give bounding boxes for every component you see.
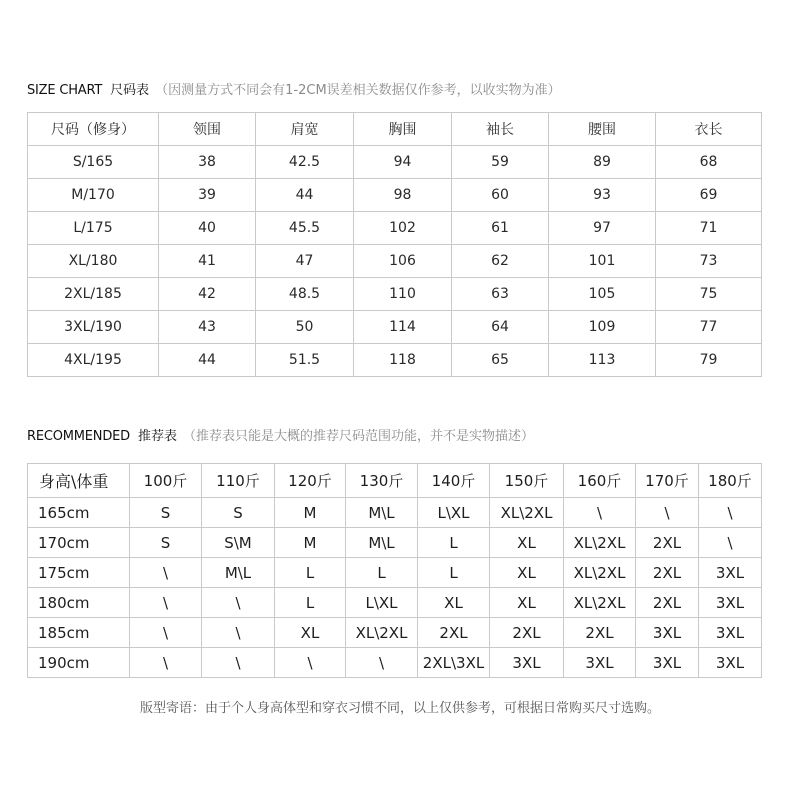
measurement-cell: 44	[256, 179, 354, 212]
weight-header-cell: 160斤	[564, 464, 636, 498]
measurement-cell: 41	[159, 245, 256, 278]
measurement-cell: 40	[159, 212, 256, 245]
size-chart-row	[28, 146, 762, 179]
fit-footnote: 版型寄语：由于个人身高体型和穿衣习惯不同，以上仅供参考，可根据日常购买尺寸选购。	[139, 701, 660, 716]
recommended-size-cell: XL\2XL	[564, 558, 636, 588]
size-chart-title-en: SIZE CHART	[27, 83, 103, 98]
measurement-cell: 47	[256, 245, 354, 278]
measurement-cell: 105	[549, 278, 656, 311]
height-label-cell: 190cm	[28, 648, 130, 678]
measurement-cell: 42	[159, 278, 256, 311]
recommended-size-cell: XL\2XL	[346, 618, 418, 648]
size-chart-title-zh: 尺码表	[110, 83, 150, 98]
recommended-row	[28, 528, 762, 558]
size-chart-row	[28, 278, 762, 311]
size-chart-row	[28, 344, 762, 377]
recommended-size-cell: M\L	[346, 528, 418, 558]
weight-header-cell: 150斤	[490, 464, 564, 498]
measurement-cell: 114	[354, 311, 452, 344]
recommended-size-cell: 3XL	[636, 618, 699, 648]
recommended-size-cell: L	[418, 528, 490, 558]
measurement-cell: 50	[256, 311, 354, 344]
measurement-cell: 45.5	[256, 212, 354, 245]
measurement-cell: 59	[452, 146, 549, 179]
recommended-title-zh: 推荐表	[137, 429, 177, 444]
recommended-size-cell: \	[346, 648, 418, 678]
height-label-cell: 185cm	[28, 618, 130, 648]
measurement-cell: 43	[159, 311, 256, 344]
recommended-size-cell: L	[275, 558, 346, 588]
height-weight-corner-cell: 身高\体重	[28, 464, 130, 498]
measurement-cell: 94	[354, 146, 452, 179]
recommended-row	[28, 498, 762, 528]
recommended-size-cell: S	[130, 528, 202, 558]
recommended-size-cell: 3XL	[636, 648, 699, 678]
recommended-size-cell: \	[564, 498, 636, 528]
measurement-cell: 113	[549, 344, 656, 377]
weight-header-cell: 110斤	[202, 464, 275, 498]
measurement-cell: 110	[354, 278, 452, 311]
weight-header-cell: 100斤	[130, 464, 202, 498]
height-label-cell: 165cm	[28, 498, 130, 528]
measurement-cell: 44	[159, 344, 256, 377]
measurement-cell: 42.5	[256, 146, 354, 179]
size-chart-header-cell: 领围	[159, 113, 256, 146]
weight-header-cell: 170斤	[636, 464, 699, 498]
recommended-size-cell: S	[202, 498, 275, 528]
measurement-cell: 69	[656, 179, 762, 212]
size-chart-row	[28, 212, 762, 245]
measurement-cell: 62	[452, 245, 549, 278]
size-label-cell: L/175	[28, 212, 159, 245]
size-chart-header-cell: 胸围	[354, 113, 452, 146]
measurement-cell: 89	[549, 146, 656, 179]
size-chart-header-row	[28, 113, 762, 146]
measurement-cell: 79	[656, 344, 762, 377]
recommended-size-cell: XL\2XL	[564, 528, 636, 558]
recommended-size-cell: XL	[490, 558, 564, 588]
measurement-cell: 102	[354, 212, 452, 245]
measurement-cell: 64	[452, 311, 549, 344]
measurement-cell: 75	[656, 278, 762, 311]
recommended-size-cell: \	[275, 648, 346, 678]
recommended-size-cell: M\L	[202, 558, 275, 588]
recommended-size-cell: 2XL	[636, 528, 699, 558]
measurement-cell: 60	[452, 179, 549, 212]
recommended-size-cell: 2XL\3XL	[418, 648, 490, 678]
measurement-cell: 77	[656, 311, 762, 344]
recommended-size-cell: S	[130, 498, 202, 528]
recommended-size-cell: \	[130, 588, 202, 618]
measurement-cell: 65	[452, 344, 549, 377]
size-chart-row	[28, 245, 762, 278]
recommended-size-cell: L	[275, 588, 346, 618]
recommended-size-cell: 2XL	[636, 588, 699, 618]
size-label-cell: 3XL/190	[28, 311, 159, 344]
measurement-cell: 38	[159, 146, 256, 179]
recommended-size-cell: \	[130, 648, 202, 678]
recommended-size-cell: \	[699, 498, 762, 528]
recommended-title	[27, 425, 534, 444]
recommended-row	[28, 558, 762, 588]
size-chart-title	[27, 79, 561, 98]
recommended-size-cell: L	[418, 558, 490, 588]
recommended-size-cell: L	[346, 558, 418, 588]
size-chart-row	[28, 311, 762, 344]
measurement-cell: 73	[656, 245, 762, 278]
measurement-cell: 51.5	[256, 344, 354, 377]
recommended-size-cell: XL\2XL	[490, 498, 564, 528]
size-chart-header-cell: 袖长	[452, 113, 549, 146]
recommended-table	[27, 463, 762, 678]
recommended-size-cell: 2XL	[564, 618, 636, 648]
weight-header-cell: 130斤	[346, 464, 418, 498]
measurement-cell: 101	[549, 245, 656, 278]
recommended-size-cell: XL	[490, 588, 564, 618]
measurement-cell: 106	[354, 245, 452, 278]
recommended-size-cell: \	[699, 528, 762, 558]
size-chart-header-cell: 尺码（修身）	[28, 113, 159, 146]
size-chart-note: （因测量方式不同会有1-2CM误差相关数据仅作参考，以收实物为准）	[155, 83, 561, 98]
height-label-cell: 175cm	[28, 558, 130, 588]
recommended-size-cell: XL	[275, 618, 346, 648]
measurement-cell: 71	[656, 212, 762, 245]
size-label-cell: M/170	[28, 179, 159, 212]
size-label-cell: 4XL/195	[28, 344, 159, 377]
recommended-size-cell: 3XL	[699, 588, 762, 618]
recommended-size-cell: 2XL	[490, 618, 564, 648]
recommended-size-cell: 3XL	[699, 648, 762, 678]
recommended-size-cell: 2XL	[636, 558, 699, 588]
height-label-cell: 170cm	[28, 528, 130, 558]
recommended-note: （推荐表只能是大概的推荐尺码范围功能，并不是实物描述）	[182, 429, 534, 444]
measurement-cell: 109	[549, 311, 656, 344]
recommended-size-cell: 3XL	[699, 618, 762, 648]
measurement-cell: 61	[452, 212, 549, 245]
recommended-size-cell: XL\2XL	[564, 588, 636, 618]
measurement-cell: 63	[452, 278, 549, 311]
measurement-cell: 39	[159, 179, 256, 212]
height-label-cell: 180cm	[28, 588, 130, 618]
recommended-size-cell: XL	[418, 588, 490, 618]
size-chart-row	[28, 179, 762, 212]
size-chart-table	[27, 112, 762, 377]
recommended-size-cell: S\M	[202, 528, 275, 558]
measurement-cell: 118	[354, 344, 452, 377]
recommended-size-cell: L\XL	[346, 588, 418, 618]
weight-header-cell: 140斤	[418, 464, 490, 498]
recommended-size-cell: \	[130, 618, 202, 648]
recommended-size-cell: \	[202, 648, 275, 678]
recommended-header-row	[28, 464, 762, 498]
recommended-size-cell: 3XL	[564, 648, 636, 678]
measurement-cell: 97	[549, 212, 656, 245]
recommended-size-cell: \	[202, 618, 275, 648]
recommended-size-cell: 3XL	[699, 558, 762, 588]
recommended-size-cell: \	[130, 558, 202, 588]
recommended-size-cell: 3XL	[490, 648, 564, 678]
size-label-cell: 2XL/185	[28, 278, 159, 311]
size-label-cell: XL/180	[28, 245, 159, 278]
recommended-size-cell: 2XL	[418, 618, 490, 648]
weight-header-cell: 180斤	[699, 464, 762, 498]
recommended-title-en: RECOMMENDED	[27, 429, 130, 444]
recommended-size-cell: M\L	[346, 498, 418, 528]
recommended-row	[28, 618, 762, 648]
size-chart-header-cell: 衣长	[656, 113, 762, 146]
recommended-row	[28, 588, 762, 618]
measurement-cell: 93	[549, 179, 656, 212]
measurement-cell: 68	[656, 146, 762, 179]
size-chart-header-cell: 肩宽	[256, 113, 354, 146]
recommended-size-cell: M	[275, 498, 346, 528]
measurement-cell: 48.5	[256, 278, 354, 311]
recommended-size-cell: \	[636, 498, 699, 528]
recommended-row	[28, 648, 762, 678]
recommended-size-cell: \	[202, 588, 275, 618]
recommended-size-cell: L\XL	[418, 498, 490, 528]
recommended-size-cell: M	[275, 528, 346, 558]
size-label-cell: S/165	[28, 146, 159, 179]
recommended-size-cell: XL	[490, 528, 564, 558]
weight-header-cell: 120斤	[275, 464, 346, 498]
size-chart-header-cell: 腰围	[549, 113, 656, 146]
measurement-cell: 98	[354, 179, 452, 212]
